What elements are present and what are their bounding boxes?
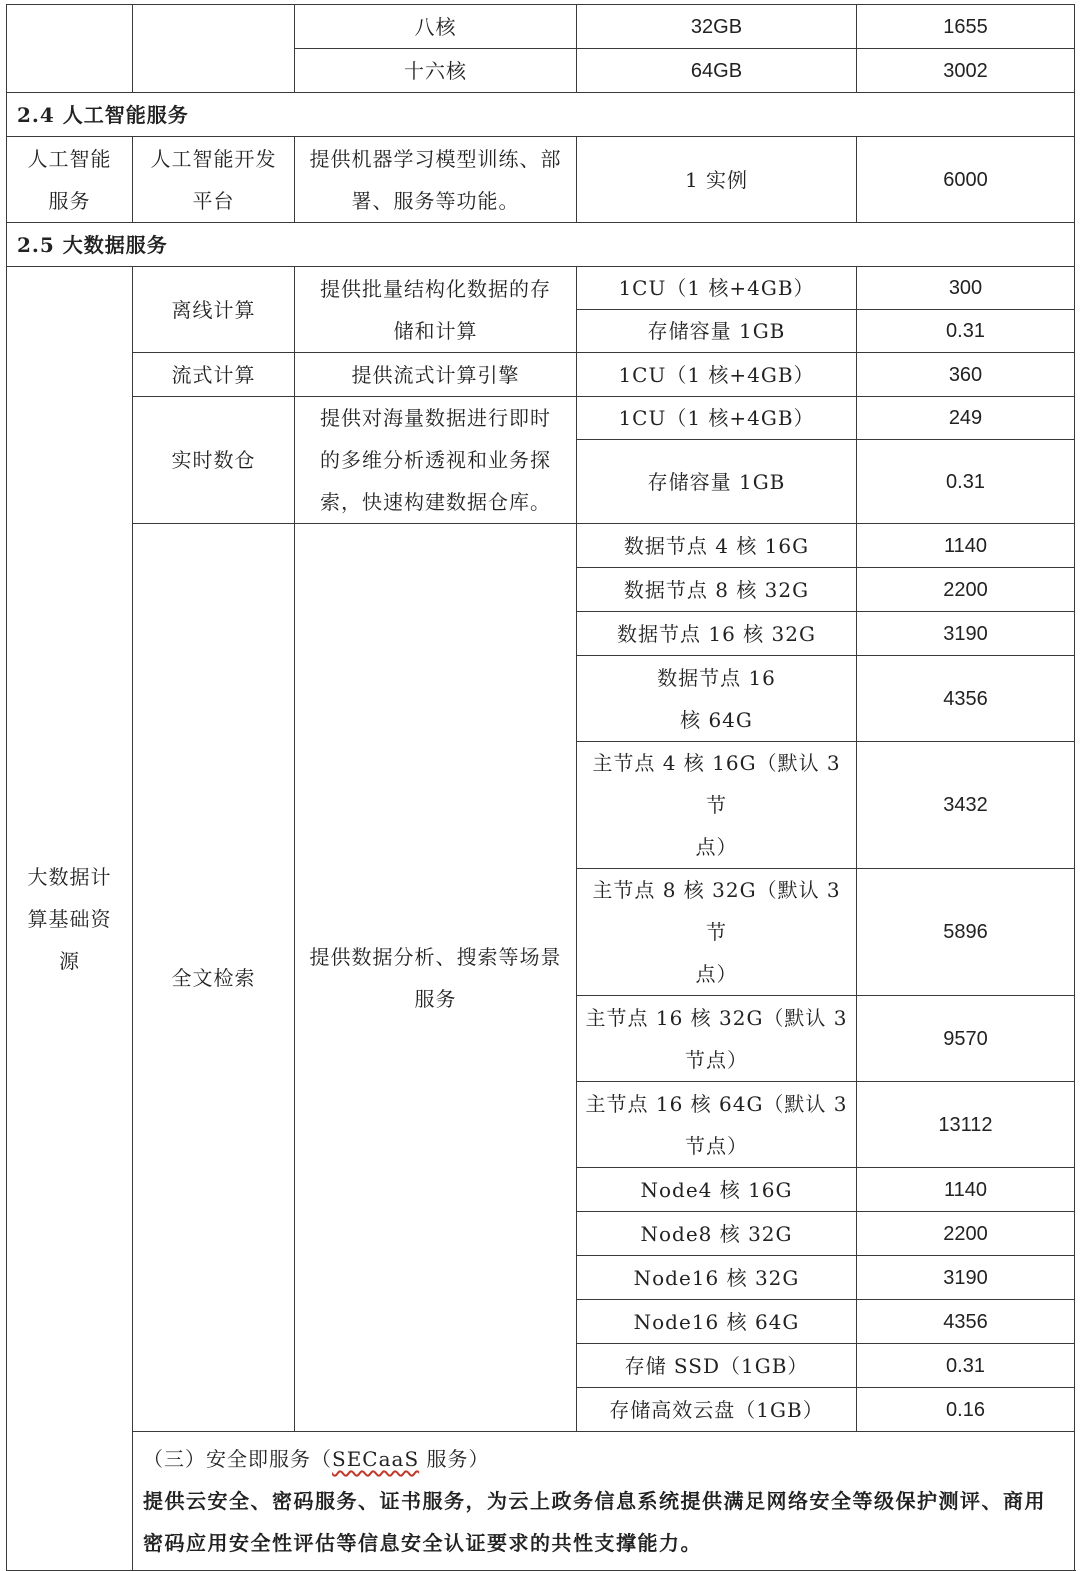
- footer-title-prefix: （三）安全即服务（: [143, 1447, 332, 1471]
- footer-cell: [133, 1432, 1075, 1571]
- price-cell: 360: [857, 353, 1075, 397]
- price-cell: 6000: [857, 137, 1075, 223]
- price-cell: 3002: [857, 49, 1075, 93]
- description-line: 服务: [414, 986, 457, 1011]
- price-cell: 3190: [857, 612, 1075, 656]
- price-cell: 2200: [857, 1212, 1075, 1256]
- category-line: 服务: [48, 188, 91, 213]
- description-line: 储和计算: [393, 318, 478, 343]
- product-cell: 流式计算: [133, 353, 295, 397]
- description-cell: [295, 397, 577, 524]
- spec-cell: [577, 1082, 857, 1168]
- spec-cell: 数据节点 16 核 32G: [577, 612, 857, 656]
- category-line: 人工智能: [27, 146, 112, 171]
- spec-line: 节点）: [685, 1133, 748, 1158]
- price-cell: 4356: [857, 656, 1075, 742]
- spec-cell: 1 实例: [577, 137, 857, 223]
- product-line: 人工智能开发: [150, 146, 277, 171]
- description-line: 提供批量结构化数据的存: [320, 276, 551, 301]
- memory-cell: 32GB: [577, 5, 857, 49]
- spec-cell: [577, 869, 857, 996]
- price-cell: 1140: [857, 1168, 1075, 1212]
- price-cell: 0.31: [857, 1344, 1075, 1388]
- price-cell: 1655: [857, 5, 1075, 49]
- description-cell: [295, 524, 577, 1432]
- spec-line: 主节点 16 核 32G（默认 3: [585, 1005, 848, 1030]
- price-cell: 300: [857, 267, 1075, 310]
- spec-line: 节点）: [685, 1047, 748, 1072]
- spec-cell: Node16 核 64G: [577, 1300, 857, 1344]
- description-line: 署、服务等功能。: [351, 188, 520, 213]
- description-line: 提供数据分析、搜索等场景: [309, 944, 562, 969]
- table-row: [7, 5, 1075, 49]
- category-cell: [7, 137, 133, 223]
- empty-product-cell: [133, 5, 295, 93]
- section-header-row: [7, 223, 1075, 267]
- product-cell: [133, 137, 295, 223]
- spec-cell: 存储容量 1GB: [577, 310, 857, 353]
- table-row: [7, 524, 1075, 568]
- spec-line: 核 64G: [680, 707, 753, 732]
- footer-title: [143, 1438, 1064, 1480]
- price-cell: 0.16: [857, 1388, 1075, 1432]
- category-cell: [7, 267, 133, 1571]
- spec-line: 点）: [695, 835, 738, 859]
- spec-line: 数据节点 16: [657, 665, 776, 690]
- spec-line: 主节点 8 核 32G（默认 3 节: [592, 878, 841, 944]
- table-row: [7, 137, 1075, 223]
- spec-cell: 存储容量 1GB: [577, 440, 857, 524]
- spec-cell: [577, 656, 857, 742]
- spec-cell: [577, 996, 857, 1082]
- price-cell: 0.31: [857, 310, 1075, 353]
- description-cell: [295, 137, 577, 223]
- product-cell: 实时数仓: [133, 397, 295, 524]
- spec-cell: 数据节点 4 核 16G: [577, 524, 857, 568]
- section-header-row: [7, 93, 1075, 137]
- empty-category-cell: [7, 5, 133, 93]
- spec-cell: 数据节点 8 核 32G: [577, 568, 857, 612]
- spec-cell: 1CU（1 核+4GB）: [577, 353, 857, 397]
- footer-text: 提供云安全、密码服务、证书服务，为云上政务信息系统提供满足网络安全等级保护测评、商用密码应用安全性评估等信息安全认证要求的共性支撑能力。: [143, 1489, 1046, 1555]
- footer-title-term: SECaaS: [332, 1447, 420, 1471]
- spec-cell: Node4 核 16G: [577, 1168, 857, 1212]
- footer-row: [7, 1432, 1075, 1571]
- price-cell: 3432: [857, 742, 1075, 869]
- price-cell: 9570: [857, 996, 1075, 1082]
- footer-title-suffix: 服务）: [419, 1447, 490, 1471]
- spec-cell: [577, 742, 857, 869]
- price-cell: 1140: [857, 524, 1075, 568]
- spec-cell: Node16 核 32G: [577, 1256, 857, 1300]
- spec-cell: 1CU（1 核+4GB）: [577, 397, 857, 440]
- memory-cell: 64GB: [577, 49, 857, 93]
- table-row: [7, 353, 1075, 397]
- spec-line: 主节点 16 核 64G（默认 3: [585, 1091, 848, 1116]
- spec-cell: 存储高效云盘（1GB）: [577, 1388, 857, 1432]
- section-title-bigdata: 2.5 大数据服务: [7, 223, 1075, 267]
- price-cell: 3190: [857, 1256, 1075, 1300]
- description-cell: [295, 267, 577, 353]
- cores-cell: 八核: [295, 5, 577, 49]
- table-row: [7, 267, 1075, 310]
- description-line: 的多维分析透视和业务探: [320, 448, 551, 472]
- category-line: 大数据计: [27, 864, 112, 889]
- category-line: 算基础资: [27, 906, 112, 931]
- description-line: 索，快速构建数据仓库。: [320, 490, 551, 514]
- spec-cell: 1CU（1 核+4GB）: [577, 267, 857, 310]
- description-line: 提供对海量数据进行即时: [320, 406, 551, 430]
- spec-cell: Node8 核 32G: [577, 1212, 857, 1256]
- price-cell: 13112: [857, 1082, 1075, 1168]
- product-line: 平台: [192, 188, 235, 213]
- description-line: 提供机器学习模型训练、部: [309, 146, 562, 171]
- price-cell: 0.31: [857, 440, 1075, 524]
- pricing-table: [6, 4, 1075, 1571]
- category-line: 源: [59, 948, 80, 973]
- cores-cell: 十六核: [295, 49, 577, 93]
- document-page: [6, 4, 1074, 1555]
- description-cell: 提供流式计算引擎: [295, 353, 577, 397]
- spec-line: 主节点 4 核 16G（默认 3 节: [592, 751, 841, 817]
- spec-cell: 存储 SSD（1GB）: [577, 1344, 857, 1388]
- price-cell: 5896: [857, 869, 1075, 996]
- product-cell: 全文检索: [133, 524, 295, 1432]
- price-cell: 4356: [857, 1300, 1075, 1344]
- price-cell: 2200: [857, 568, 1075, 612]
- price-cell: 249: [857, 397, 1075, 440]
- section-title-ai: 2.4 人工智能服务: [7, 93, 1075, 137]
- table-row: [7, 397, 1075, 440]
- product-cell: 离线计算: [133, 267, 295, 353]
- spec-line: 点）: [695, 962, 738, 986]
